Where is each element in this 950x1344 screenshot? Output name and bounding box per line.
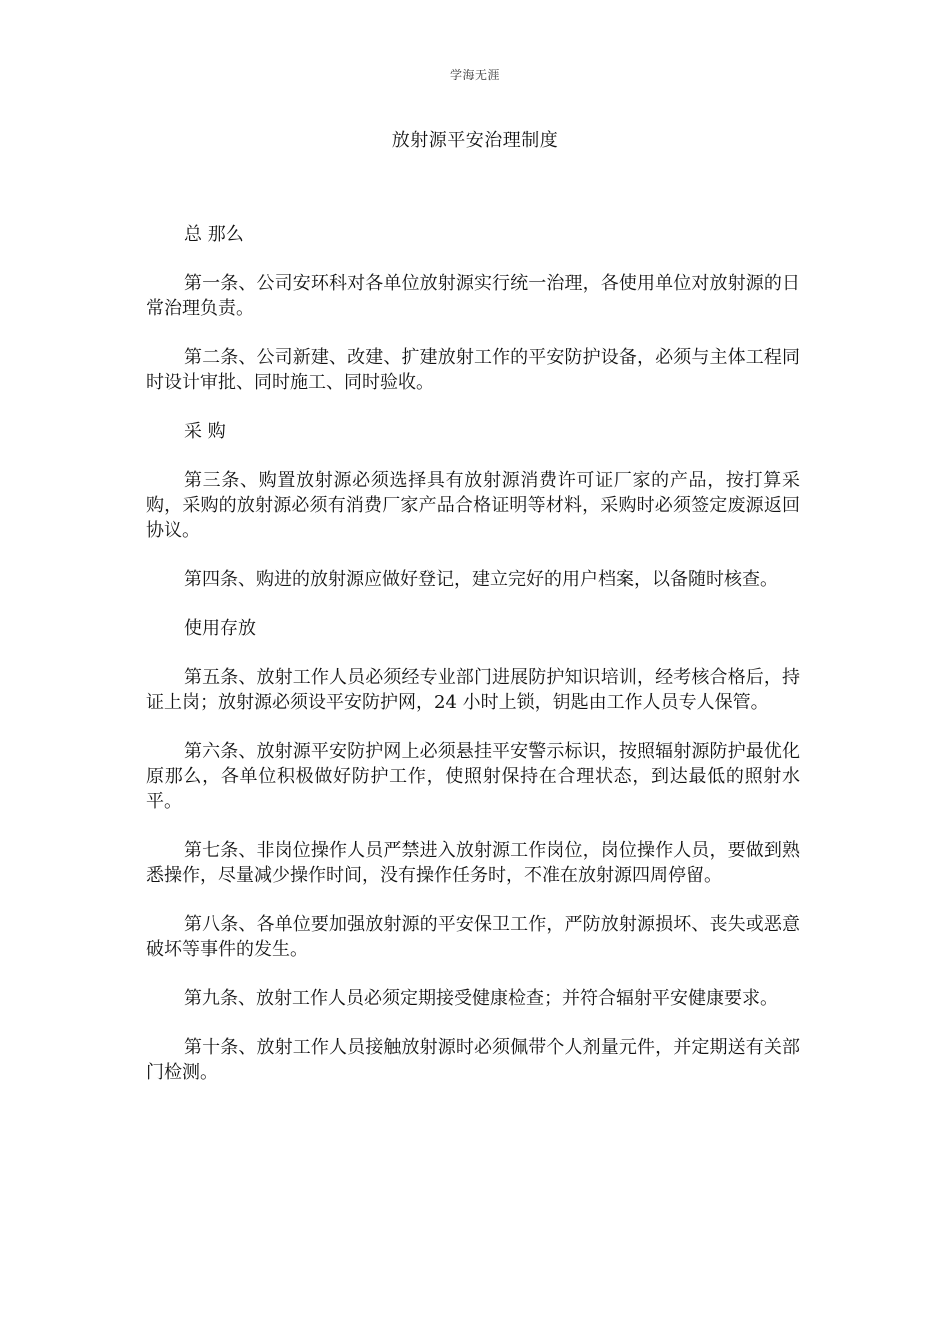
article-1: 第一条、公司安环科对各单位放射源实行统一治理，各使用单位对放射源的日常治理负责。 (146, 273, 800, 319)
document-body (146, 222, 800, 1109)
article-8: 第八条、各单位要加强放射源的平安保卫工作，严防放射源损坏、丧失或恶意破坏等事件的发生。 (146, 914, 800, 960)
article-2: 第二条、公司新建、改建、扩建放射工作的平安防护设备，必须与主体工程同时设计审批、同时施工、同时验收。 (146, 347, 800, 393)
section-heading-general: 总 那么 (184, 224, 244, 245)
article-10: 第十条、放射工作人员接触放射源时必须佩带个人剂量元件，并定期送有关部门检测。 (146, 1037, 800, 1083)
article-5: 第五条、放射工作人员必须经专业部门进展防护知识培训，经考核合格后，持证上岗；放射源必须设平安防护网，24 小时上锁，钥匙由工作人员专人保管。 (146, 667, 800, 713)
page-header: 学海无涯 (449, 68, 500, 82)
article-6: 第六条、放射源平安防护网上必须悬挂平安警示标识，按照辐射源防护最优化原那么，各单位积极做好防护工作，使照射保持在合理状态，到达最低的照射水平。 (146, 741, 800, 812)
article-4: 第四条、购进的放射源应做好登记，建立完好的用户档案，以备随时核查。 (184, 569, 778, 590)
section-heading-use-storage: 使用存放 (184, 618, 256, 639)
section-heading-procurement: 采 购 (184, 421, 226, 442)
article-7: 第七条、非岗位操作人员严禁进入放射源工作岗位，岗位操作人员，要做到熟悉操作，尽量减少操作时间，没有操作任务时，不准在放射源四周停留。 (146, 840, 800, 886)
article-3: 第三条、购置放射源必须选择具有放射源消费许可证厂家的产品，按打算采购，采购的放射源必须有消费厂家产品合格证明等材料，采购时必须签定废源返回协议。 (146, 470, 800, 541)
article-9: 第九条、放射工作人员必须定期接受健康检查；并符合辐射平安健康要求。 (184, 988, 778, 1009)
document-title: 放射源平安治理制度 (391, 130, 559, 151)
